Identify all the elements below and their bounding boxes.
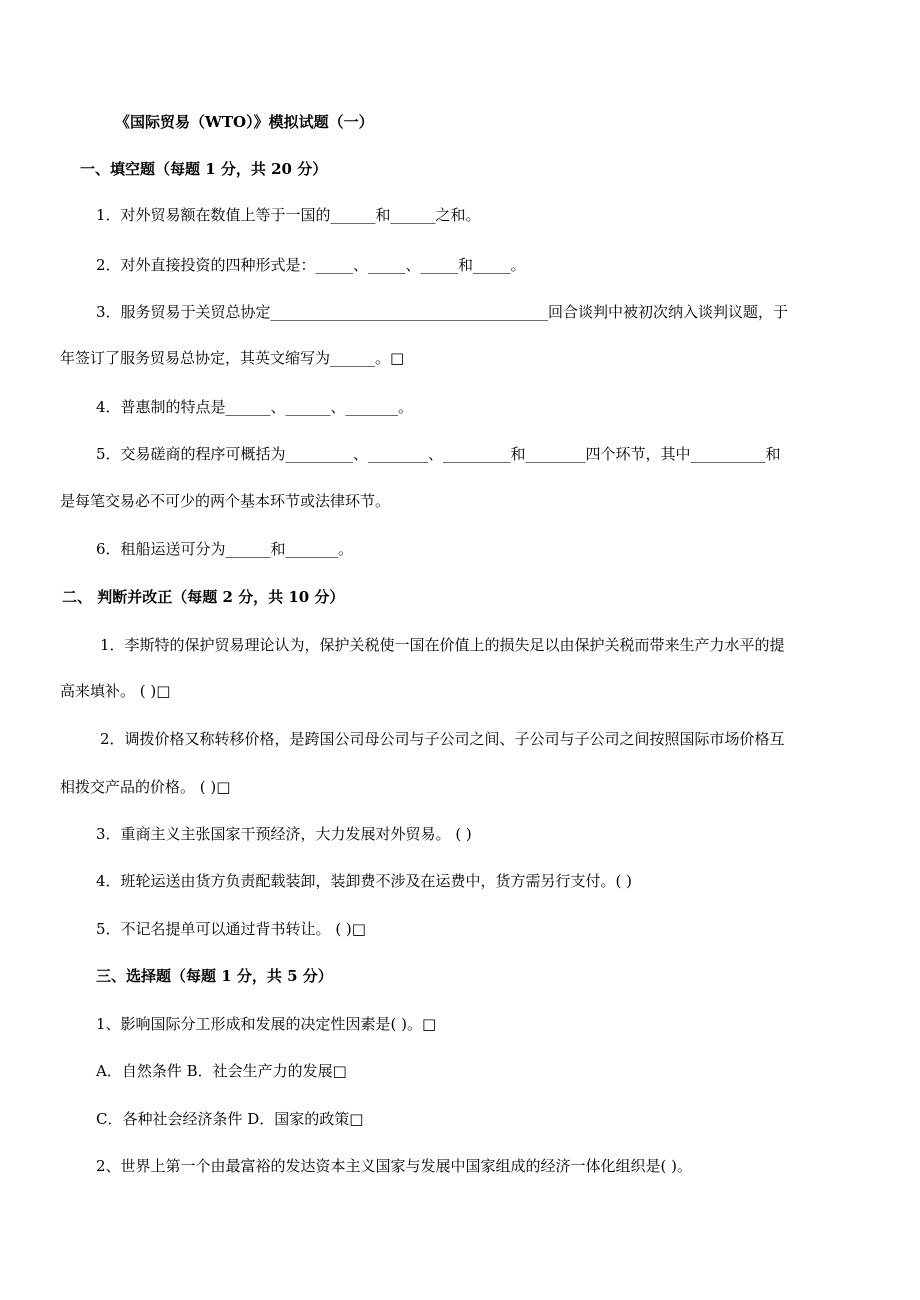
question-continuation: 年签订了服务贸易总协定，其英文缩写为______。□ bbox=[60, 349, 405, 367]
question-continuation: 高来填补。 ( )□ bbox=[60, 682, 171, 700]
question: 6．租船运送可分为______和_______。 bbox=[96, 540, 354, 558]
answer-options: C．各种社会经济条件 D．国家的政策□ bbox=[96, 1110, 364, 1128]
question: 1、影响国际分工形成和发展的决定性因素是( )。□ bbox=[96, 1015, 437, 1033]
question: 4．普惠制的特点是______、______、_______。 bbox=[96, 398, 414, 416]
question: 2．调拨价格又称转移价格，是跨国公司母公司与子公司之间、子公司与子公司之间按照国际市场价格互 bbox=[100, 730, 785, 748]
question-continuation: 是每笔交易必不可少的两个基本环节或法律环节。 bbox=[60, 492, 391, 510]
question: 2．对外直接投资的四种形式是：_____、_____、_____和_____。 bbox=[96, 256, 526, 274]
question: 1．对外贸易额在数值上等于一国的______和______之和。 bbox=[96, 206, 481, 224]
question: 3．服务贸易于关贸总协定_____________________________________回合谈判中被初次纳入谈判议题，于 bbox=[96, 303, 789, 321]
question: 2、世界上第一个由最富裕的发达资本主义国家与发展中国家组成的经济一体化组织是( )。 bbox=[96, 1157, 693, 1175]
answer-options: A．自然条件 B．社会生产力的发展□ bbox=[96, 1062, 347, 1080]
question: 5．不记名提单可以通过背书转让。 ( )□ bbox=[96, 920, 366, 938]
question-continuation: 相拨交产品的价格。 ( )□ bbox=[60, 778, 231, 796]
question: 5．交易磋商的程序可概括为_________、________、_________和________四个环节，其中__________和 bbox=[96, 445, 781, 463]
section-heading: 二、 判断并改正（每题 2 分，共 10 分） bbox=[62, 588, 345, 606]
document-title: 《国际贸易（WTO）》模拟试题（一） bbox=[115, 113, 374, 131]
section-heading: 一、填空题（每题 1 分，共 20 分） bbox=[80, 160, 328, 178]
section-heading: 三、选择题（每题 1 分，共 5 分） bbox=[96, 967, 333, 985]
question: 4．班轮运送由货方负责配载装卸，装卸费不涉及在运费中，货方需另行支付。( ) bbox=[96, 872, 633, 890]
question: 3．重商主义主张国家干预经济，大力发展对外贸易。 ( ) bbox=[96, 825, 472, 843]
question: 1．李斯特的保护贸易理论认为，保护关税使一国在价值上的损失足以由保护关税而带来生产力水平的提 bbox=[100, 636, 785, 654]
